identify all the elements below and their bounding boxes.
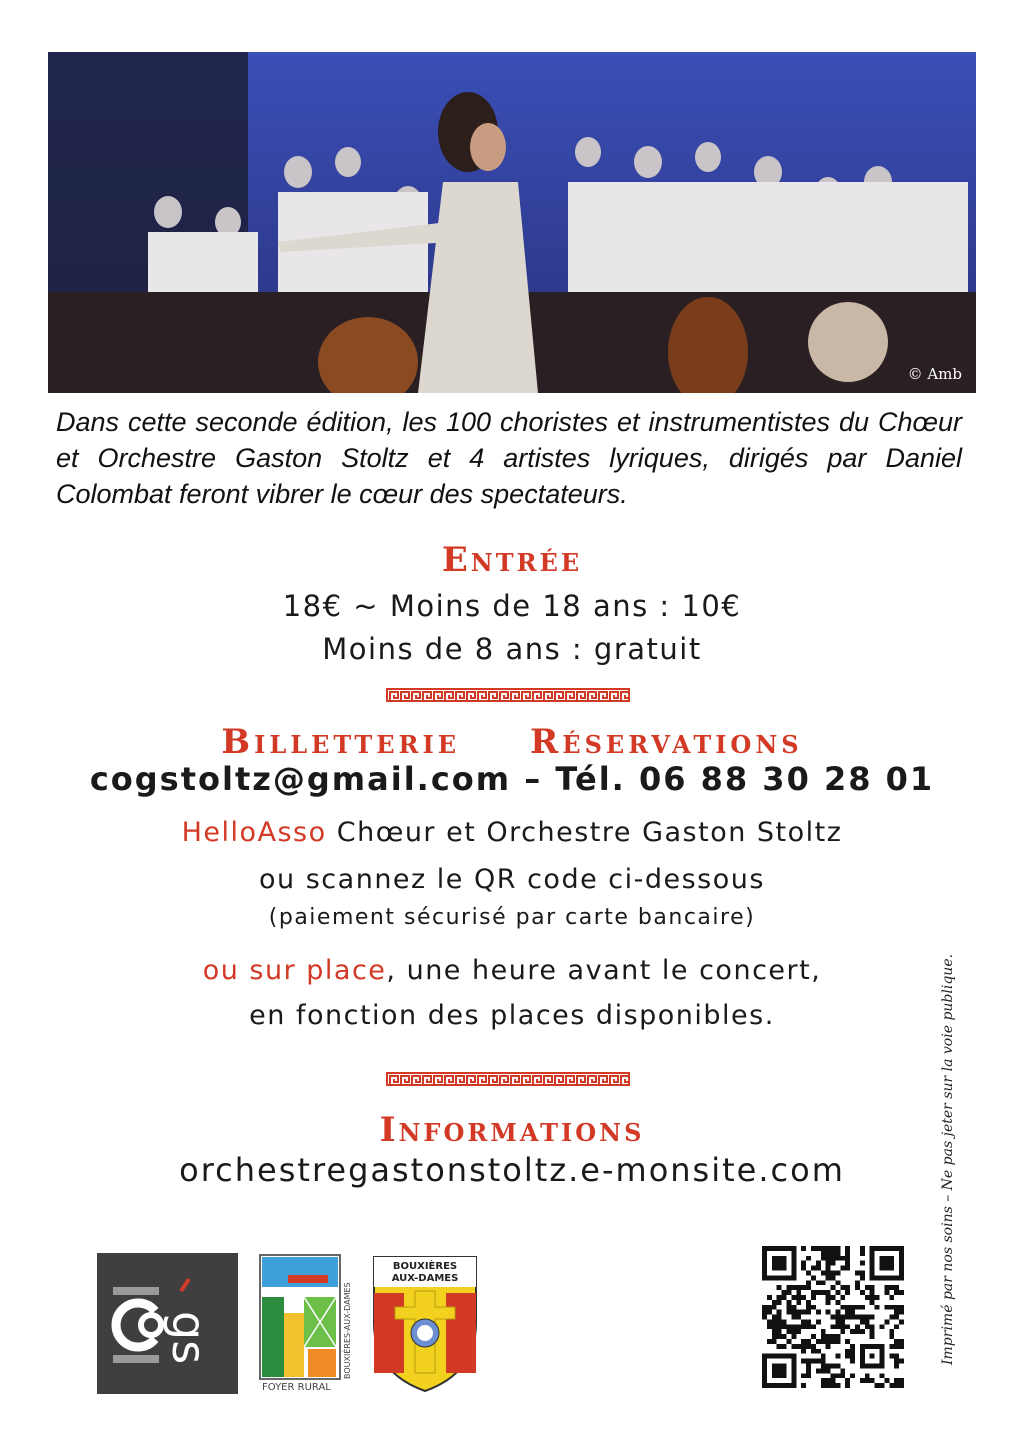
greek-key-divider <box>386 688 630 702</box>
greek-key-divider <box>386 1072 630 1086</box>
onsite-label: ou sur place <box>202 955 387 986</box>
dash: – <box>524 760 543 798</box>
payment-note: (paiement sécurisé par carte bancaire) <box>268 905 756 930</box>
billetterie-heading <box>0 722 1024 762</box>
helloasso-link[interactable]: HelloAsso <box>181 817 327 848</box>
onsite-text: , une heure avant le concert, <box>386 955 822 986</box>
qr-code[interactable] <box>762 1246 904 1388</box>
website-link[interactable]: orchestregastonstoltz.e-monsite.com <box>179 1151 845 1189</box>
price-line-2: Moins de 8 ans : gratuit <box>322 632 702 666</box>
billetterie-label: Billetterie <box>221 722 461 762</box>
concert-photo <box>48 52 976 393</box>
reservations-label: Réservations <box>530 722 803 762</box>
phone-number[interactable]: Tél. 06 88 30 28 01 <box>555 760 935 798</box>
helloasso-line <box>0 817 1024 848</box>
cog-logo <box>97 1253 238 1394</box>
contact-line <box>0 760 1024 798</box>
email-link[interactable]: cogstoltz@gmail.com <box>89 760 512 798</box>
svg-text:gs: gs <box>162 1311 216 1365</box>
village-crest <box>370 1253 480 1393</box>
photo-credit: © Amb <box>907 365 962 383</box>
crest-line-2: AUX-DAMES <box>391 1273 459 1284</box>
intro-text: Dans cette seconde édition, les 100 choristes et instrumentistes du Chœur et Orchestre Gaston Stoltz et 4 artistes lyriques, dirigés par Daniel Colombat feront vibrer le cœur des spectateurs. <box>56 407 962 509</box>
print-note: Imprimé par nos soins – Ne pas jeter sur la voie publique. <box>940 953 956 1365</box>
helloasso-text: Chœur et Orchestre Gaston Stoltz <box>336 817 843 848</box>
onsite-line-1 <box>0 955 1024 986</box>
foyer-rural-logo <box>258 1253 355 1393</box>
onsite-line-2: en fonction des places disponibles. <box>249 1000 775 1031</box>
informations-heading: Informations <box>379 1110 645 1150</box>
crest-line-1: BOUXIÈRES <box>392 1261 458 1272</box>
foyer-side-text: BOUXIÈRES-AUX-DAMES <box>343 1282 352 1379</box>
foyer-text: FOYER RURAL <box>262 1382 331 1393</box>
entree-heading: Entrée <box>441 540 583 580</box>
scan-line: ou scannez le QR code ci-dessous <box>259 864 765 895</box>
price-line-1: 18€ ~ Moins de 18 ans : 10€ <box>282 589 742 623</box>
